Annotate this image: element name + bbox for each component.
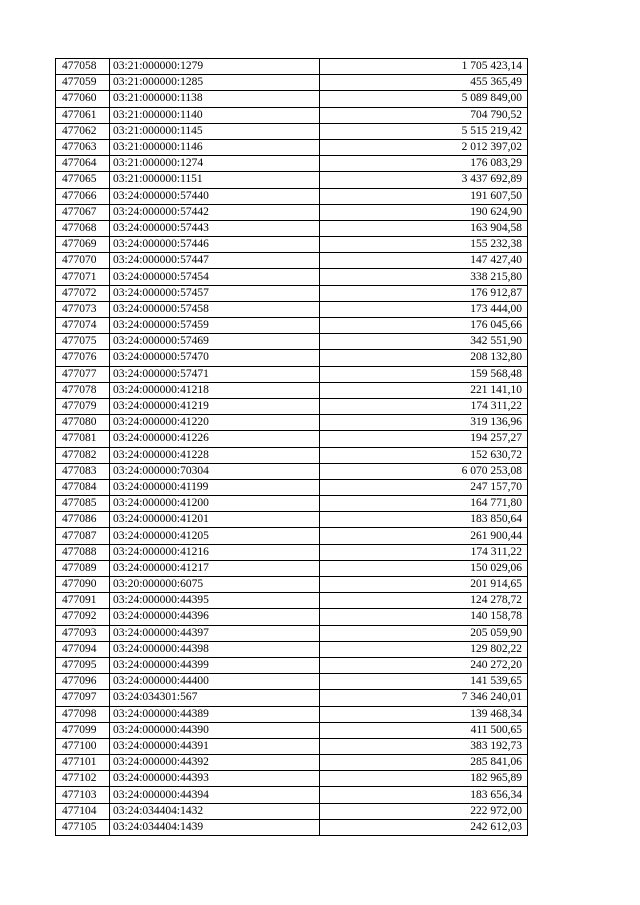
row-number-cell: 477098 xyxy=(56,706,110,722)
cadastral-number-cell: 03:24:000000:57442 xyxy=(110,204,320,220)
cadastral-number-cell: 03:24:000000:57443 xyxy=(110,220,320,236)
cadastral-number-cell: 03:24:000000:57458 xyxy=(110,301,320,317)
table-row xyxy=(56,318,528,334)
cadastral-value-cell: 201 914,65 xyxy=(320,577,528,593)
cadastral-number-cell: 03:24:000000:57457 xyxy=(110,285,320,301)
cadastral-value-cell: 247 157,70 xyxy=(320,479,528,495)
row-number-cell: 477105 xyxy=(56,819,110,835)
cadastral-value-cell: 152 630,72 xyxy=(320,447,528,463)
row-number-cell: 477089 xyxy=(56,560,110,576)
row-number-cell: 477090 xyxy=(56,577,110,593)
cadastral-number-cell: 03:24:000000:44392 xyxy=(110,755,320,771)
table-row xyxy=(56,59,528,75)
row-number-cell: 477081 xyxy=(56,431,110,447)
cadastral-value-cell: 2 012 397,02 xyxy=(320,139,528,155)
row-number-cell: 477071 xyxy=(56,269,110,285)
cadastral-value-cell: 208 132,80 xyxy=(320,350,528,366)
row-number-cell: 477103 xyxy=(56,787,110,803)
row-number-cell: 477104 xyxy=(56,803,110,819)
cadastral-number-cell: 03:24:000000:44399 xyxy=(110,657,320,673)
table-row xyxy=(56,91,528,107)
table-row xyxy=(56,755,528,771)
cadastral-value-cell: 5 089 849,00 xyxy=(320,91,528,107)
cadastral-value-cell: 176 912,87 xyxy=(320,285,528,301)
row-number-cell: 477101 xyxy=(56,755,110,771)
cadastral-number-cell: 03:24:000000:70304 xyxy=(110,463,320,479)
cadastral-number-cell: 03:24:000000:57471 xyxy=(110,366,320,382)
row-number-cell: 477070 xyxy=(56,253,110,269)
cadastral-number-cell: 03:21:000000:1146 xyxy=(110,139,320,155)
cadastral-number-cell: 03:24:000000:41226 xyxy=(110,431,320,447)
table-row xyxy=(56,657,528,673)
cadastral-number-cell: 03:24:000000:41228 xyxy=(110,447,320,463)
table-row xyxy=(56,690,528,706)
cadastral-value-cell: 242 612,03 xyxy=(320,819,528,835)
row-number-cell: 477093 xyxy=(56,625,110,641)
cadastral-number-cell: 03:24:000000:44397 xyxy=(110,625,320,641)
cadastral-number-cell: 03:21:000000:1279 xyxy=(110,59,320,75)
row-number-cell: 477063 xyxy=(56,139,110,155)
table-row xyxy=(56,674,528,690)
table-row xyxy=(56,139,528,155)
row-number-cell: 477059 xyxy=(56,75,110,91)
cadastral-value-cell: 194 257,27 xyxy=(320,431,528,447)
table-row xyxy=(56,738,528,754)
table-row xyxy=(56,350,528,366)
cadastral-value-cell: 176 083,29 xyxy=(320,156,528,172)
table-row xyxy=(56,301,528,317)
cadastral-number-cell: 03:21:000000:1140 xyxy=(110,107,320,123)
cadastral-number-cell: 03:24:000000:41220 xyxy=(110,415,320,431)
cadastral-number-cell: 03:24:000000:44396 xyxy=(110,609,320,625)
cadastral-number-cell: 03:24:000000:44400 xyxy=(110,674,320,690)
cadastral-number-cell: 03:21:000000:1274 xyxy=(110,156,320,172)
cadastral-value-cell: 176 045,66 xyxy=(320,318,528,334)
cadastral-number-cell: 03:24:034404:1432 xyxy=(110,803,320,819)
cadastral-number-cell: 03:24:034301:567 xyxy=(110,690,320,706)
cadastral-value-cell: 455 365,49 xyxy=(320,75,528,91)
cadastral-value-cell: 147 427,40 xyxy=(320,253,528,269)
table-row xyxy=(56,382,528,398)
cadastral-number-cell: 03:24:000000:44393 xyxy=(110,771,320,787)
row-number-cell: 477100 xyxy=(56,738,110,754)
cadastral-value-cell: 319 136,96 xyxy=(320,415,528,431)
table-row xyxy=(56,560,528,576)
table-row xyxy=(56,819,528,835)
cadastral-number-cell: 03:21:000000:1285 xyxy=(110,75,320,91)
table-row xyxy=(56,285,528,301)
cadastral-value-cell: 240 272,20 xyxy=(320,657,528,673)
cadastral-value-cell: 141 539,65 xyxy=(320,674,528,690)
table-body xyxy=(56,59,528,836)
cadastral-value-cell: 174 311,22 xyxy=(320,544,528,560)
row-number-cell: 477097 xyxy=(56,690,110,706)
cadastral-value-cell: 1 705 423,14 xyxy=(320,59,528,75)
row-number-cell: 477079 xyxy=(56,398,110,414)
cadastral-number-cell: 03:24:000000:41201 xyxy=(110,512,320,528)
cadastral-value-cell: 338 215,80 xyxy=(320,269,528,285)
table-row xyxy=(56,447,528,463)
cadastral-value-cell: 124 278,72 xyxy=(320,593,528,609)
row-number-cell: 477083 xyxy=(56,463,110,479)
table-row xyxy=(56,787,528,803)
cadastral-number-cell: 03:24:000000:44390 xyxy=(110,722,320,738)
row-number-cell: 477094 xyxy=(56,641,110,657)
cadastral-number-cell: 03:24:000000:44398 xyxy=(110,641,320,657)
row-number-cell: 477096 xyxy=(56,674,110,690)
cadastral-number-cell: 03:24:000000:57454 xyxy=(110,269,320,285)
row-number-cell: 477062 xyxy=(56,123,110,139)
table-row xyxy=(56,237,528,253)
table-row xyxy=(56,156,528,172)
table-row xyxy=(56,577,528,593)
table-row xyxy=(56,706,528,722)
cadastral-number-cell: 03:24:000000:57469 xyxy=(110,334,320,350)
cadastral-number-cell: 03:24:000000:57470 xyxy=(110,350,320,366)
row-number-cell: 477084 xyxy=(56,479,110,495)
table-row xyxy=(56,188,528,204)
row-number-cell: 477069 xyxy=(56,237,110,253)
cadastral-value-cell: 159 568,48 xyxy=(320,366,528,382)
table-row xyxy=(56,220,528,236)
row-number-cell: 477066 xyxy=(56,188,110,204)
table-row xyxy=(56,496,528,512)
cadastral-number-cell: 03:24:000000:41199 xyxy=(110,479,320,495)
cadastral-number-cell: 03:24:000000:57447 xyxy=(110,253,320,269)
row-number-cell: 477099 xyxy=(56,722,110,738)
cadastral-value-cell: 205 059,90 xyxy=(320,625,528,641)
cadastral-value-cell: 182 965,89 xyxy=(320,771,528,787)
table-row xyxy=(56,123,528,139)
row-number-cell: 477080 xyxy=(56,415,110,431)
cadastral-number-cell: 03:24:000000:57440 xyxy=(110,188,320,204)
cadastral-number-cell: 03:24:034404:1439 xyxy=(110,819,320,835)
table-row xyxy=(56,528,528,544)
cadastral-number-cell: 03:24:000000:57459 xyxy=(110,318,320,334)
cadastral-value-cell: 7 346 240,01 xyxy=(320,690,528,706)
row-number-cell: 477082 xyxy=(56,447,110,463)
row-number-cell: 477058 xyxy=(56,59,110,75)
row-number-cell: 477085 xyxy=(56,496,110,512)
cadastral-number-cell: 03:24:000000:41216 xyxy=(110,544,320,560)
cadastral-value-cell: 285 841,06 xyxy=(320,755,528,771)
cadastral-number-cell: 03:24:000000:44389 xyxy=(110,706,320,722)
cadastral-value-cell: 3 437 692,89 xyxy=(320,172,528,188)
cadastral-number-cell: 03:24:000000:44391 xyxy=(110,738,320,754)
table-row xyxy=(56,366,528,382)
cadastral-value-table xyxy=(55,58,528,836)
table-row xyxy=(56,803,528,819)
row-number-cell: 477076 xyxy=(56,350,110,366)
table-row xyxy=(56,269,528,285)
row-number-cell: 477074 xyxy=(56,318,110,334)
row-number-cell: 477087 xyxy=(56,528,110,544)
row-number-cell: 477091 xyxy=(56,593,110,609)
cadastral-value-cell: 261 900,44 xyxy=(320,528,528,544)
row-number-cell: 477078 xyxy=(56,382,110,398)
cadastral-value-cell: 173 444,00 xyxy=(320,301,528,317)
table-row xyxy=(56,253,528,269)
row-number-cell: 477072 xyxy=(56,285,110,301)
cadastral-value-cell: 704 790,52 xyxy=(320,107,528,123)
cadastral-number-cell: 03:20:000000:6075 xyxy=(110,577,320,593)
cadastral-number-cell: 03:24:000000:44395 xyxy=(110,593,320,609)
cadastral-value-cell: 191 607,50 xyxy=(320,188,528,204)
cadastral-number-cell: 03:24:000000:41205 xyxy=(110,528,320,544)
row-number-cell: 477077 xyxy=(56,366,110,382)
table-row xyxy=(56,334,528,350)
row-number-cell: 477088 xyxy=(56,544,110,560)
table-row xyxy=(56,593,528,609)
row-number-cell: 477061 xyxy=(56,107,110,123)
row-number-cell: 477060 xyxy=(56,91,110,107)
cadastral-value-cell: 222 972,00 xyxy=(320,803,528,819)
cadastral-value-cell: 183 850,64 xyxy=(320,512,528,528)
table-row xyxy=(56,431,528,447)
cadastral-value-cell: 221 141,10 xyxy=(320,382,528,398)
cadastral-number-cell: 03:24:000000:44394 xyxy=(110,787,320,803)
table-row xyxy=(56,172,528,188)
row-number-cell: 477092 xyxy=(56,609,110,625)
cadastral-value-cell: 183 656,34 xyxy=(320,787,528,803)
row-number-cell: 477095 xyxy=(56,657,110,673)
table-row xyxy=(56,544,528,560)
table-row xyxy=(56,204,528,220)
table-row xyxy=(56,771,528,787)
cadastral-value-cell: 129 802,22 xyxy=(320,641,528,657)
cadastral-value-cell: 5 515 219,42 xyxy=(320,123,528,139)
table-row xyxy=(56,415,528,431)
cadastral-number-cell: 03:24:000000:41219 xyxy=(110,398,320,414)
cadastral-value-cell: 155 232,38 xyxy=(320,237,528,253)
table-row xyxy=(56,479,528,495)
row-number-cell: 477064 xyxy=(56,156,110,172)
cadastral-value-cell: 190 624,90 xyxy=(320,204,528,220)
row-number-cell: 477102 xyxy=(56,771,110,787)
table-row xyxy=(56,722,528,738)
cadastral-value-cell: 411 500,65 xyxy=(320,722,528,738)
cadastral-number-cell: 03:24:000000:41218 xyxy=(110,382,320,398)
cadastral-number-cell: 03:24:000000:57446 xyxy=(110,237,320,253)
row-number-cell: 477068 xyxy=(56,220,110,236)
row-number-cell: 477086 xyxy=(56,512,110,528)
table-row xyxy=(56,398,528,414)
table-row xyxy=(56,609,528,625)
cadastral-number-cell: 03:21:000000:1138 xyxy=(110,91,320,107)
row-number-cell: 477067 xyxy=(56,204,110,220)
cadastral-value-cell: 342 551,90 xyxy=(320,334,528,350)
cadastral-value-cell: 383 192,73 xyxy=(320,738,528,754)
table-row xyxy=(56,75,528,91)
cadastral-number-cell: 03:24:000000:41217 xyxy=(110,560,320,576)
cadastral-number-cell: 03:21:000000:1145 xyxy=(110,123,320,139)
cadastral-value-cell: 174 311,22 xyxy=(320,398,528,414)
table-row xyxy=(56,512,528,528)
cadastral-value-cell: 163 904,58 xyxy=(320,220,528,236)
cadastral-value-cell: 139 468,34 xyxy=(320,706,528,722)
cadastral-value-cell: 150 029,06 xyxy=(320,560,528,576)
table-row xyxy=(56,641,528,657)
row-number-cell: 477075 xyxy=(56,334,110,350)
table-row xyxy=(56,463,528,479)
row-number-cell: 477073 xyxy=(56,301,110,317)
row-number-cell: 477065 xyxy=(56,172,110,188)
cadastral-value-cell: 6 070 253,08 xyxy=(320,463,528,479)
cadastral-number-cell: 03:24:000000:41200 xyxy=(110,496,320,512)
table-row xyxy=(56,107,528,123)
cadastral-value-cell: 140 158,78 xyxy=(320,609,528,625)
table-row xyxy=(56,625,528,641)
cadastral-number-cell: 03:21:000000:1151 xyxy=(110,172,320,188)
cadastral-value-cell: 164 771,80 xyxy=(320,496,528,512)
